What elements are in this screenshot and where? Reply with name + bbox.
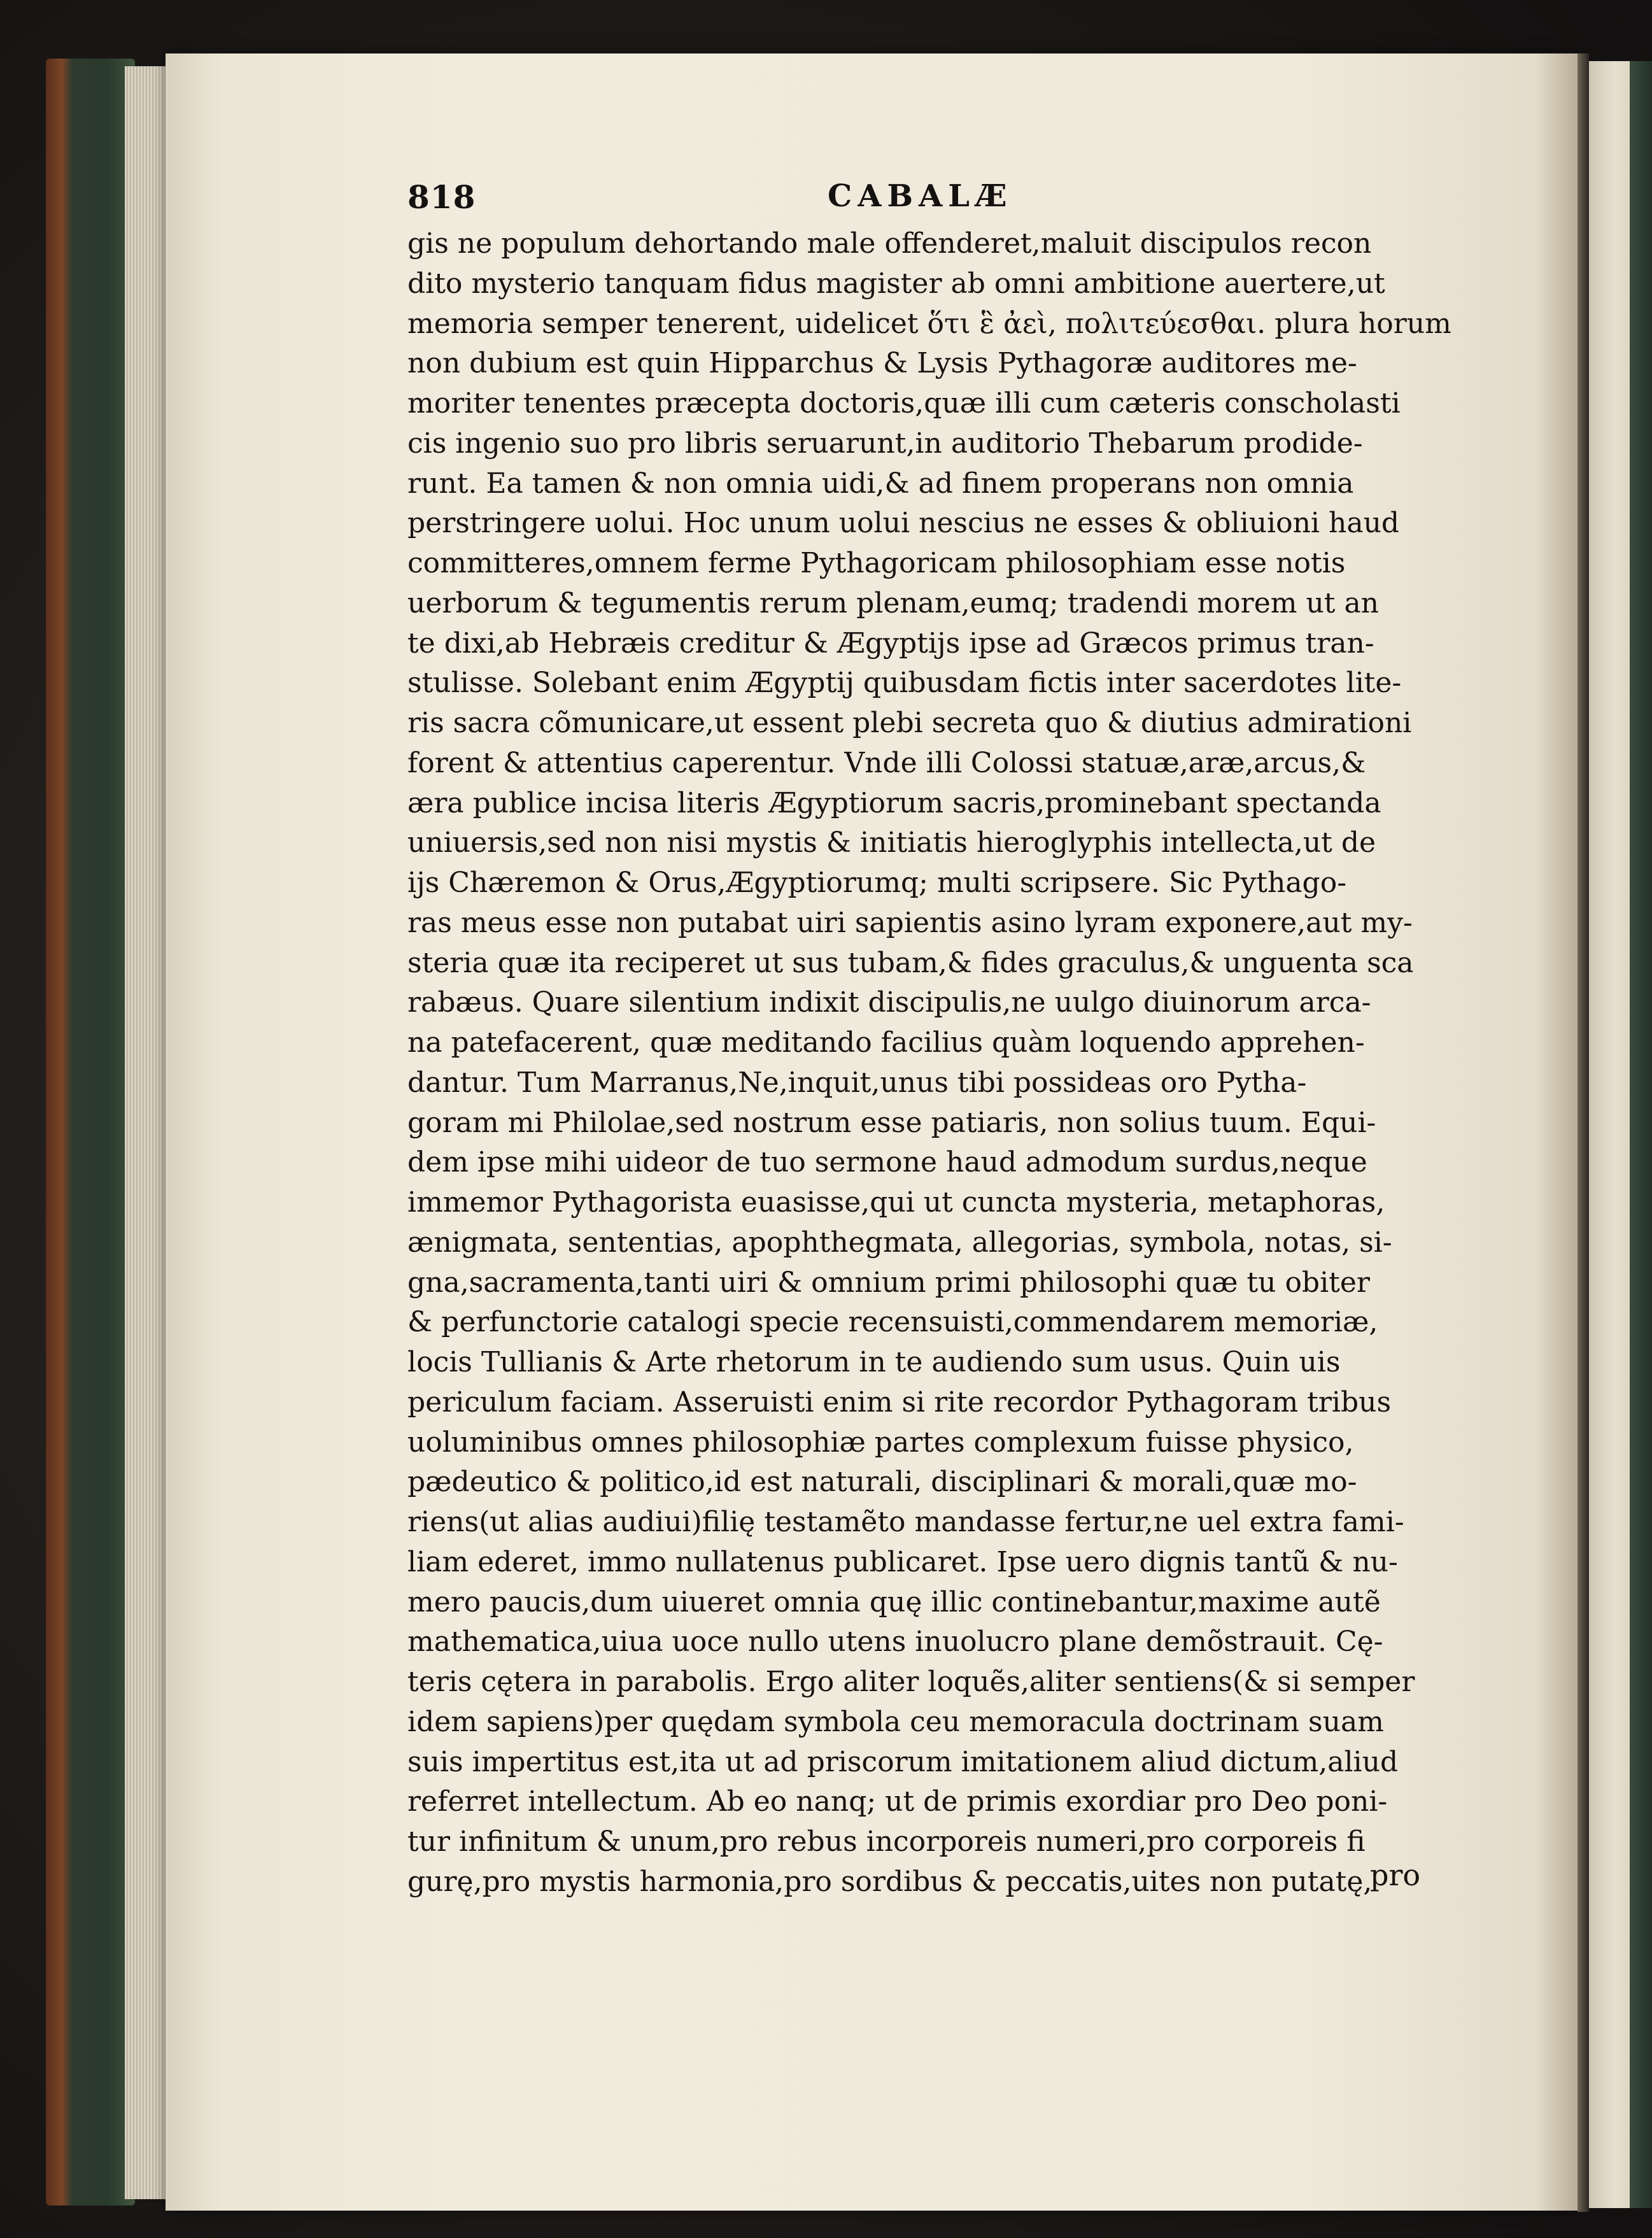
catchword: pro [1370,1858,1421,1892]
text-line: liam ederet, immo nullatenus publicaret. Ipse uero dignis tantũ & nu- [407,1545,1398,1578]
text-line: non dubium est quin Hipparchus & Lysis Pythagoræ auditores me- [407,347,1357,380]
text-line: ijs Chæremon & Orus,Ægyptiorumq; multi scripsere. Sic Pythago- [407,867,1347,899]
text-line: dem ipse mihi uideor de tuo sermone haud admodum surdus,neque [407,1146,1367,1179]
page-edges [125,66,169,2199]
facing-cover-edge [1630,61,1652,2208]
running-head: CABALÆ [828,178,1013,214]
text-line: locis Tullianis & Arte rhetorum in te audiendo sum usus. Quin uis [407,1346,1341,1378]
text-line: riens(ut alias audiui)filię testamẽto mandasse fertur,ne uel extra fami- [407,1506,1404,1538]
text-line: te dixi,ab Hebræis creditur & Ægyptijs ipse ad Græcos primus tran- [407,627,1374,660]
text-line: dantur. Tum Marranus,Ne,inquit,unus tibi possideas oro Pytha- [407,1066,1307,1099]
text-line: goram mi Philolae,sed nostrum esse patiaris, non solius tuum. Equi- [407,1106,1376,1139]
page-number: 818 [407,178,476,216]
text-line: mathematica,uiua uoce nullo utens inuolucro plane demõstrauit. Cę- [407,1625,1383,1659]
text-line: suis impertitus est,ita ut ad priscorum imitationem aliud dictum,aliud [407,1745,1399,1778]
text-line: ras meus esse non putabat uiri sapientis asino lyram exponere,aut my- [407,906,1413,939]
text-line: ris sacra cõmunicare,ut essent plebi secreta quo & diutius admirationi [407,707,1412,739]
text-line: gis ne populum dehortando male offenderet,maluit discipulos recon [407,227,1372,260]
text-line: uniuersis,sed non nisi mystis & initiatis hieroglyphis intellecta,ut de [407,826,1376,860]
text-line: na patefacerent, quæ meditando facilius quàm loquendo apprehen- [407,1026,1365,1059]
text-line: cis ingenio suo pro libris seruarunt,in auditorio Thebarum prodide- [407,427,1363,460]
text-line: rabæus. Quare silentium indixit discipulis,ne uulgo diuinorum arca- [407,986,1371,1019]
text-line: memoria semper tenerent, uidelicet ὅτι ἓ ἀεὶ, πολιτεύεσθαι. plura horum [407,307,1451,340]
text-line: & perfunctorie catalogi specie recensuisti,commendarem memoriæ, [407,1306,1378,1339]
text-line: steria quæ ita reciperet ut sus tubam,& fides graculus,& unguenta sca [407,946,1414,979]
text-line: teris cętera in parabolis. Ergo aliter loquẽs,aliter sentiens(& si semper [407,1666,1415,1698]
text-line: moriter tenentes præcepta doctoris,quæ illi cum cæteris conscholasti [407,387,1401,420]
text-line: æra publice incisa literis Ægyptiorum sacris,prominebant spectanda [407,786,1381,819]
text-line: forent & attentius caperentur. Vnde illi Colossi statuæ,aræ,arcus,& [407,746,1366,779]
text-line: gurę,pro mystis harmonia,pro sordibus & peccatis,uites non putatę, [407,1865,1373,1898]
text-line: tur infinitum & unum,pro rebus incorporeis numeri,pro corporeis fi [407,1825,1366,1858]
text-line: pædeutico & politico,id est naturali, disciplinari & morali,quæ mo- [407,1466,1357,1499]
text-line: uoluminibus omnes philosophiæ partes complexum fuisse physico, [407,1426,1354,1459]
book-cover-left [46,59,135,2206]
text-line: gna,sacramenta,tanti uiri & omnium primi philosophi quæ tu obiter [407,1266,1370,1299]
text-line: uerborum & tegumentis rerum plenam,eumq; tradendi morem ut an [407,586,1380,620]
body-text [407,224,1451,1902]
text-line: committeres,omnem ferme Pythagoricam philosophiam esse notis [407,547,1346,579]
text-line: perstringere uolui. Hoc unum uolui nescius ne esses & obliuioni haud [407,507,1400,540]
text-line: dito mysterio tanquam fidus magister ab omni ambitione auertere,ut [407,267,1385,300]
text-line: immemor Pythagorista euasisse,qui ut cuncta mysteria, metaphoras, [407,1186,1385,1219]
text-line: runt. Ea tamen & non omnia uidi,& ad finem properans non omnia [407,467,1354,500]
text-line: idem sapiens)per quędam symbola ceu memoracula doctrinam suam [407,1705,1384,1738]
page-header [407,178,1445,223]
text-line: mero paucis,dum uiueret omnia quę illic continebantur,maxime autẽ [407,1585,1381,1618]
text-line: stulisse. Solebant enim Ægyptij quibusdam fictis inter sacerdotes lite- [407,667,1402,700]
book-gutter [1578,53,1589,2212]
text-line: ænigmata, sententias, apophthegmata, allegorias, symbola, notas, si- [407,1226,1392,1259]
text-line: referret intellectum. Ab eo nanq; ut de primis exordiar pro Deo poni- [407,1785,1388,1818]
text-line: periculum faciam. Asseruisti enim si rite recordor Pythagoram tribus [407,1385,1392,1419]
